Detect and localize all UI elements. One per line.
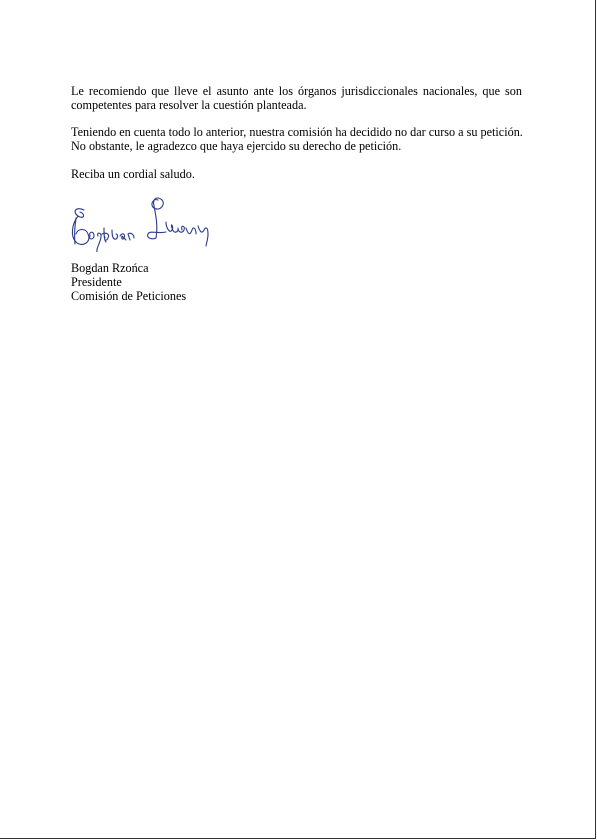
paragraph-line: Le recomiendo que lleve el asunto ante los órganos jurisdiccionales nacionales, que son xyxy=(71,84,522,98)
paragraph-line: No obstante, le agradezco que haya ejercido su derecho de petición. xyxy=(71,139,402,153)
paragraph-line: Teniendo en cuenta todo lo anterior, nuestra comisión ha decidido no dar curso a su petición. xyxy=(71,125,523,139)
paragraph-line: competentes para resolver la cuestión planteada. xyxy=(71,98,307,112)
signatory-body: Comisión de Peticiones xyxy=(71,289,187,303)
paragraph-decision xyxy=(71,125,522,153)
handwritten-signature xyxy=(66,192,222,252)
signatory-name: Bogdan Rzońca xyxy=(71,261,149,275)
signatory-block xyxy=(71,261,186,303)
paragraph-courts-recommendation xyxy=(71,84,522,112)
closing-salutation: Reciba un cordial saludo. xyxy=(71,167,195,181)
signatory-title: Presidente xyxy=(71,275,122,289)
